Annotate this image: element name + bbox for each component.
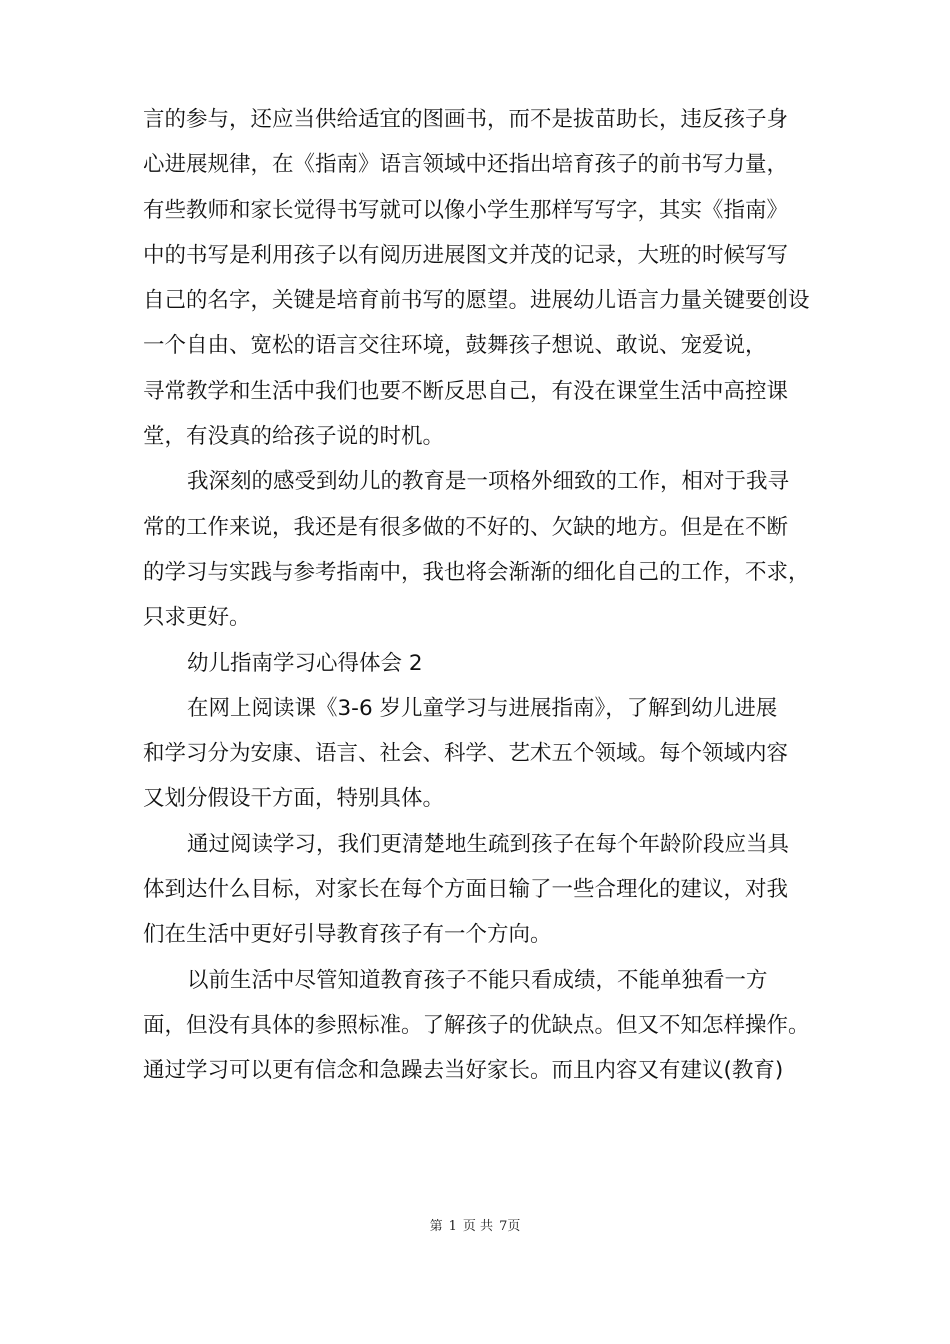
text-line: 堂，有没真的给孩子说的时机。 — [143, 424, 445, 450]
page-footer — [0, 1215, 950, 1234]
current-page-number: 1 — [448, 1219, 457, 1234]
text-line: 中的书写是利用孩子以有阅历进展图文并茂的记录，大班的时候写写 — [143, 242, 789, 268]
text-line: 和学习分为安康、语言、社会、科学、艺术五个领域。每个领域内容 — [143, 741, 789, 767]
text-line: 我深刻的感受到幼儿的教育是一项格外细致的工作，相对于我寻 — [187, 469, 790, 495]
text-line: 心进展规律，在《指南》语言领域中还指出培育孩子的前书写力量， — [143, 152, 789, 178]
footer-suffix: 页 — [507, 1219, 521, 1234]
text-line: 常的工作来说，我还是有很多做的不好的、欠缺的地方。但是在不断 — [143, 514, 789, 540]
text-line: 言的参与，还应当供给适宜的图画书，而不是拔苗助长，违反孩子身 — [143, 107, 789, 132]
text-line: 面，但没有具体的参照标准。了解孩子的优缺点。但又不知怎样操作。 — [143, 1012, 810, 1038]
text-line: 只求更好。 — [143, 605, 251, 631]
text-line: 自己的名字，关键是培育前书写的愿望。进展幼儿语言力量关键要创设 — [143, 288, 810, 314]
text-line: 通过阅读学习，我们更清楚地生疏到孩子在每个年龄阶段应当具 — [187, 831, 790, 857]
text-line: 寻常教学和生活中我们也要不断反思自己，有没在课堂生活中高控课 — [143, 378, 789, 404]
text-line: 的学习与实践与参考指南中，我也将会渐渐的细化自己的工作，不求， — [143, 559, 810, 585]
footer-middle: 页 共 — [462, 1219, 494, 1234]
text-line: 们在生活中更好引导教育孩子有一个方向。 — [143, 922, 552, 948]
total-pages-number: 7 — [499, 1219, 508, 1234]
text-line: 有些教师和家长觉得书写就可以像小学生那样写写字，其实《指南》 — [143, 197, 789, 223]
text-line: 体到达什么目标，对家长在每个方面日输了一些合理化的建议，对我 — [143, 877, 789, 903]
section-heading: 幼儿指南学习心得体会 2 — [187, 650, 423, 676]
text-line: 又划分假设干方面，特别具体。 — [143, 786, 445, 812]
text-line: 通过学习可以更有信念和急躁去当好家长。而且内容又有建议(教育) — [143, 1058, 784, 1084]
text-line: 在网上阅读课《3-6 岁儿童学习与进展指南》，了解到幼儿进展 — [187, 695, 778, 721]
footer-prefix: 第 — [429, 1219, 443, 1234]
document-body — [143, 97, 823, 1094]
text-line: 一个自由、宽松的语言交往环境，鼓舞孩子想说、敢说、宠爱说， — [143, 333, 767, 359]
text-line: 以前生活中尽管知道教育孩子不能只看成绩，不能单独看一方 — [187, 967, 768, 993]
